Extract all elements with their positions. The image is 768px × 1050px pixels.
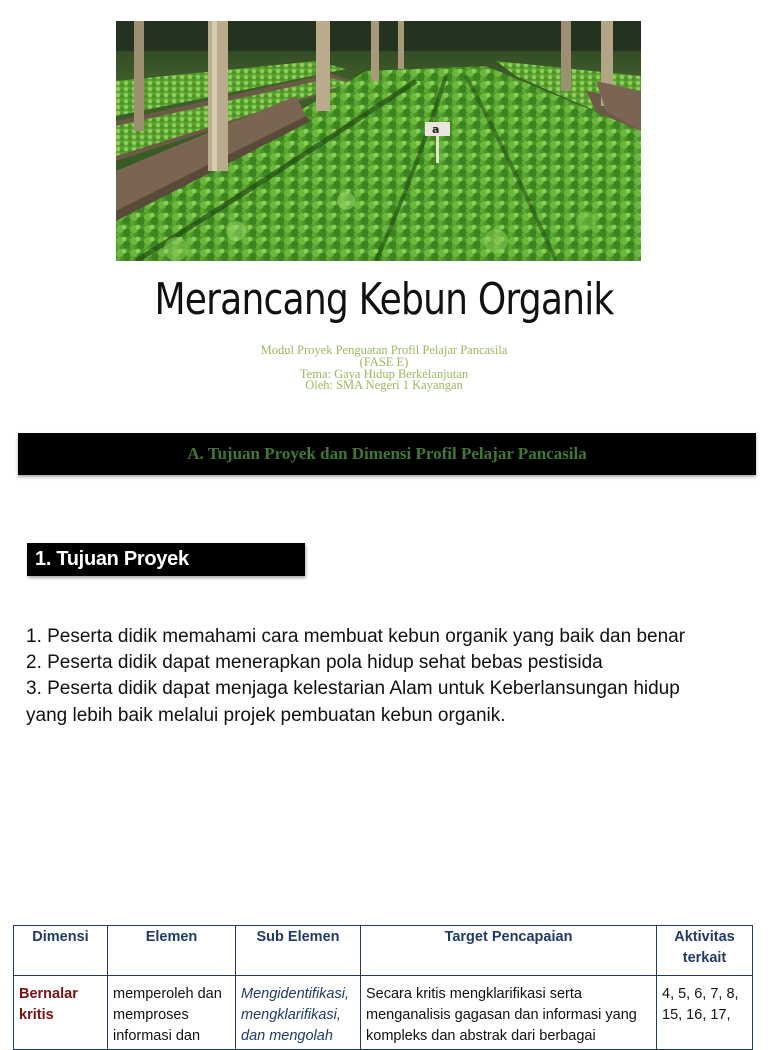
objective-item: 1. Peserta didik memahami cara membuat kebun organik yang baik dan benar <box>26 626 686 647</box>
objective-item: 3. Peserta didik dapat menjaga kelestarian Alam untuk Keberlansungan hidup yang lebih baik melalui projek pembuatan kebun organik. <box>26 678 680 726</box>
garden-photo <box>116 21 641 261</box>
cell-sub-elemen: Mengidentifikasi, mengklarifikasi, dan mengolah <box>236 976 361 1050</box>
subheading-tujuan-proyek <box>27 543 305 576</box>
table-header-row <box>14 926 753 976</box>
subtitle-line-phase: (FASE E) <box>359 354 409 369</box>
subtitle-line-author: Oleh: SMA Negeri 1 Kayangan <box>305 378 463 393</box>
header-target-pencapaian: Target Pencapaian <box>361 926 657 976</box>
cell-elemen: memperoleh dan memproses informasi dan <box>108 976 236 1050</box>
objective-item: 2. Peserta didik dapat menerapkan pola hidup sehat bebas pestisida <box>26 652 603 674</box>
dimension-table <box>13 925 753 1050</box>
cell-dimensi: Bernalar kritis <box>14 976 108 1050</box>
cell-aktivitas: 4, 5, 6, 7, 8, 15, 16, 17, <box>657 976 753 1050</box>
header-elemen: Elemen <box>108 926 236 976</box>
subtitle-line-module: Modul Proyek Penguatan Profil Pelajar Pancasila <box>260 343 508 357</box>
header-aktivitas-terkait: Aktivitas terkait <box>657 926 753 976</box>
cell-target: Secara kritis mengklarifikasi serta menganalisis gagasan dan informasi yang kompleks dan abstrak dari berbagai <box>361 976 657 1050</box>
objectives-list <box>26 624 726 729</box>
table-row <box>14 976 753 1050</box>
section-banner-text: A. Tujuan Proyek dan Dimensi Profil Pelajar Pancasila <box>187 444 587 463</box>
page-title: Merancang Kebun Organik <box>154 274 614 325</box>
subheading-text: 1. Tujuan Proyek <box>35 548 189 570</box>
svg-text:a: a <box>432 123 440 136</box>
header-sub-elemen: Sub Elemen <box>236 926 361 976</box>
subtitle-line-theme: Tema: Gaya Hidup Berkelanjutan <box>299 366 469 381</box>
section-banner <box>18 433 756 475</box>
header-dimensi: Dimensi <box>14 926 108 976</box>
cover-photo <box>116 21 641 261</box>
subtitle-block <box>0 345 768 392</box>
